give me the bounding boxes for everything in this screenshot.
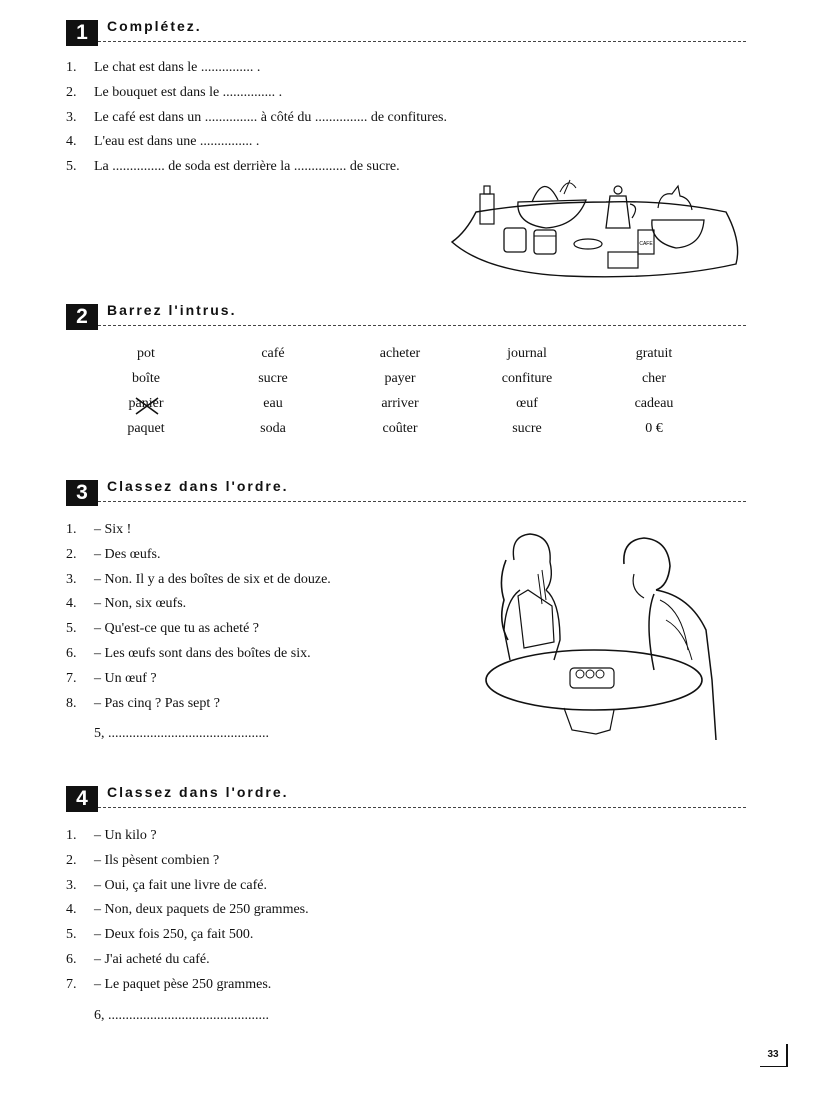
item-text: L'eau est dans une ............... . [94,134,260,150]
item-number: 5. [66,621,77,637]
word[interactable]: cadeau [634,396,674,411]
word[interactable]: eau [263,396,283,411]
word[interactable]: confiture [501,371,553,386]
grid-row [96,346,736,371]
item-number: 4. [66,902,77,918]
item-number: 8. [66,695,77,711]
item-number: 3. [66,877,77,893]
item-number: 3. [66,109,77,125]
grid-row [96,421,736,446]
item-text: La ............... de soda est derrière la ............... de sucre. [94,159,400,175]
item-number: 4. [66,596,77,612]
word[interactable]: payer [384,371,416,386]
women-table-illustration [484,530,734,740]
item-text: – Pas cinq ? Pas sept ? [94,695,220,711]
item-number: 4. [66,134,77,150]
section-4-number: 4 [66,786,98,812]
item-number: 2. [66,546,77,562]
item-number: 1. [66,828,77,843]
item-text: – Ils pèsent combien ? [94,852,220,868]
item-number: 5. [66,927,77,943]
item-number: 6. [66,645,77,661]
word[interactable]: cher [641,371,667,386]
word[interactable]: coûter [382,421,418,436]
item-number: 2. [66,852,77,868]
section-1-number: 1 [66,20,98,46]
word[interactable]: pot [137,346,155,361]
word[interactable]: sucre [512,421,542,436]
word[interactable]: soda [260,421,286,436]
item-number: 7. [66,976,77,992]
section-4 [66,786,746,1036]
item-number: 6. [66,951,77,967]
item-text: – Les œufs sont dans des boîtes de six. [94,645,311,661]
item-text: – Le paquet pèse 250 grammes. [94,976,272,992]
word[interactable]: café [261,346,285,361]
section-2-title: Barrez l'intrus. [107,302,237,318]
answer-line[interactable]: 6, .............................................. [94,1008,269,1023]
word[interactable]: acheter [379,346,421,361]
word[interactable]: journal [507,346,547,361]
item-text: – Un œuf ? [94,670,157,686]
word-grid [96,346,736,446]
jar-label: CAFE [639,241,653,247]
section-4-header [66,786,746,812]
word-crossed-out[interactable]: panier [128,396,164,411]
section-3-header [66,480,746,506]
item-text: – Qu'est-ce que tu as acheté ? [94,621,259,637]
section-1-header [66,20,746,46]
item-text: – Des œufs. [94,546,161,562]
word[interactable]: sucre [258,371,288,386]
item-text: Le chat est dans le ............... . [94,60,261,75]
item-text: Le bouquet est dans le ............... . [94,84,283,100]
answer-line[interactable]: 5, .............................................. [94,726,269,741]
item-text: – Deux fois 250, ça fait 500. [94,927,254,943]
item-number: 1. [66,522,77,537]
item-text: – Un kilo ? [94,828,157,843]
item-number: 5. [66,159,77,175]
section-2 [66,304,746,454]
section-3-rule [98,501,746,502]
section-2-header [66,304,746,330]
section-2-rule [98,325,746,326]
page-number: 33 [760,1044,788,1067]
section-2-number: 2 [66,304,98,330]
word[interactable]: gratuit [635,346,673,361]
word[interactable]: boîte [132,371,160,386]
item-text: – Non, six œufs. [94,596,187,612]
word[interactable]: œuf [516,396,538,411]
item-number: 2. [66,84,77,100]
item-text: – Six ! [94,522,132,537]
item-text: Le café est dans un ............... à côté du ............... de confitures. [94,109,448,125]
cross-mark-icon [132,396,162,416]
word[interactable]: 0 € [645,421,663,436]
section-1-rule [98,41,746,42]
item-text: – Non, deux paquets de 250 grammes. [94,902,309,918]
word[interactable]: arriver [381,396,419,411]
item-number: 3. [66,571,77,587]
grid-row [96,396,736,421]
section-4-rule [98,807,746,808]
item-text: – Non. Il y a des boîtes de six et de douze. [94,571,331,587]
item-text: – Oui, ça fait une livre de café. [94,877,267,893]
grid-row [96,371,736,396]
section-1-title: Complétez. [107,18,202,34]
item-text: – J'ai acheté du café. [94,951,210,967]
section-3-title: Classez dans l'ordre. [107,478,289,494]
section-3-number: 3 [66,480,98,506]
item-number: 7. [66,670,77,686]
item-number: 1. [66,60,77,75]
word[interactable]: paquet [127,421,165,436]
section-4-title: Classez dans l'ordre. [107,784,289,800]
picnic-illustration [446,172,746,282]
